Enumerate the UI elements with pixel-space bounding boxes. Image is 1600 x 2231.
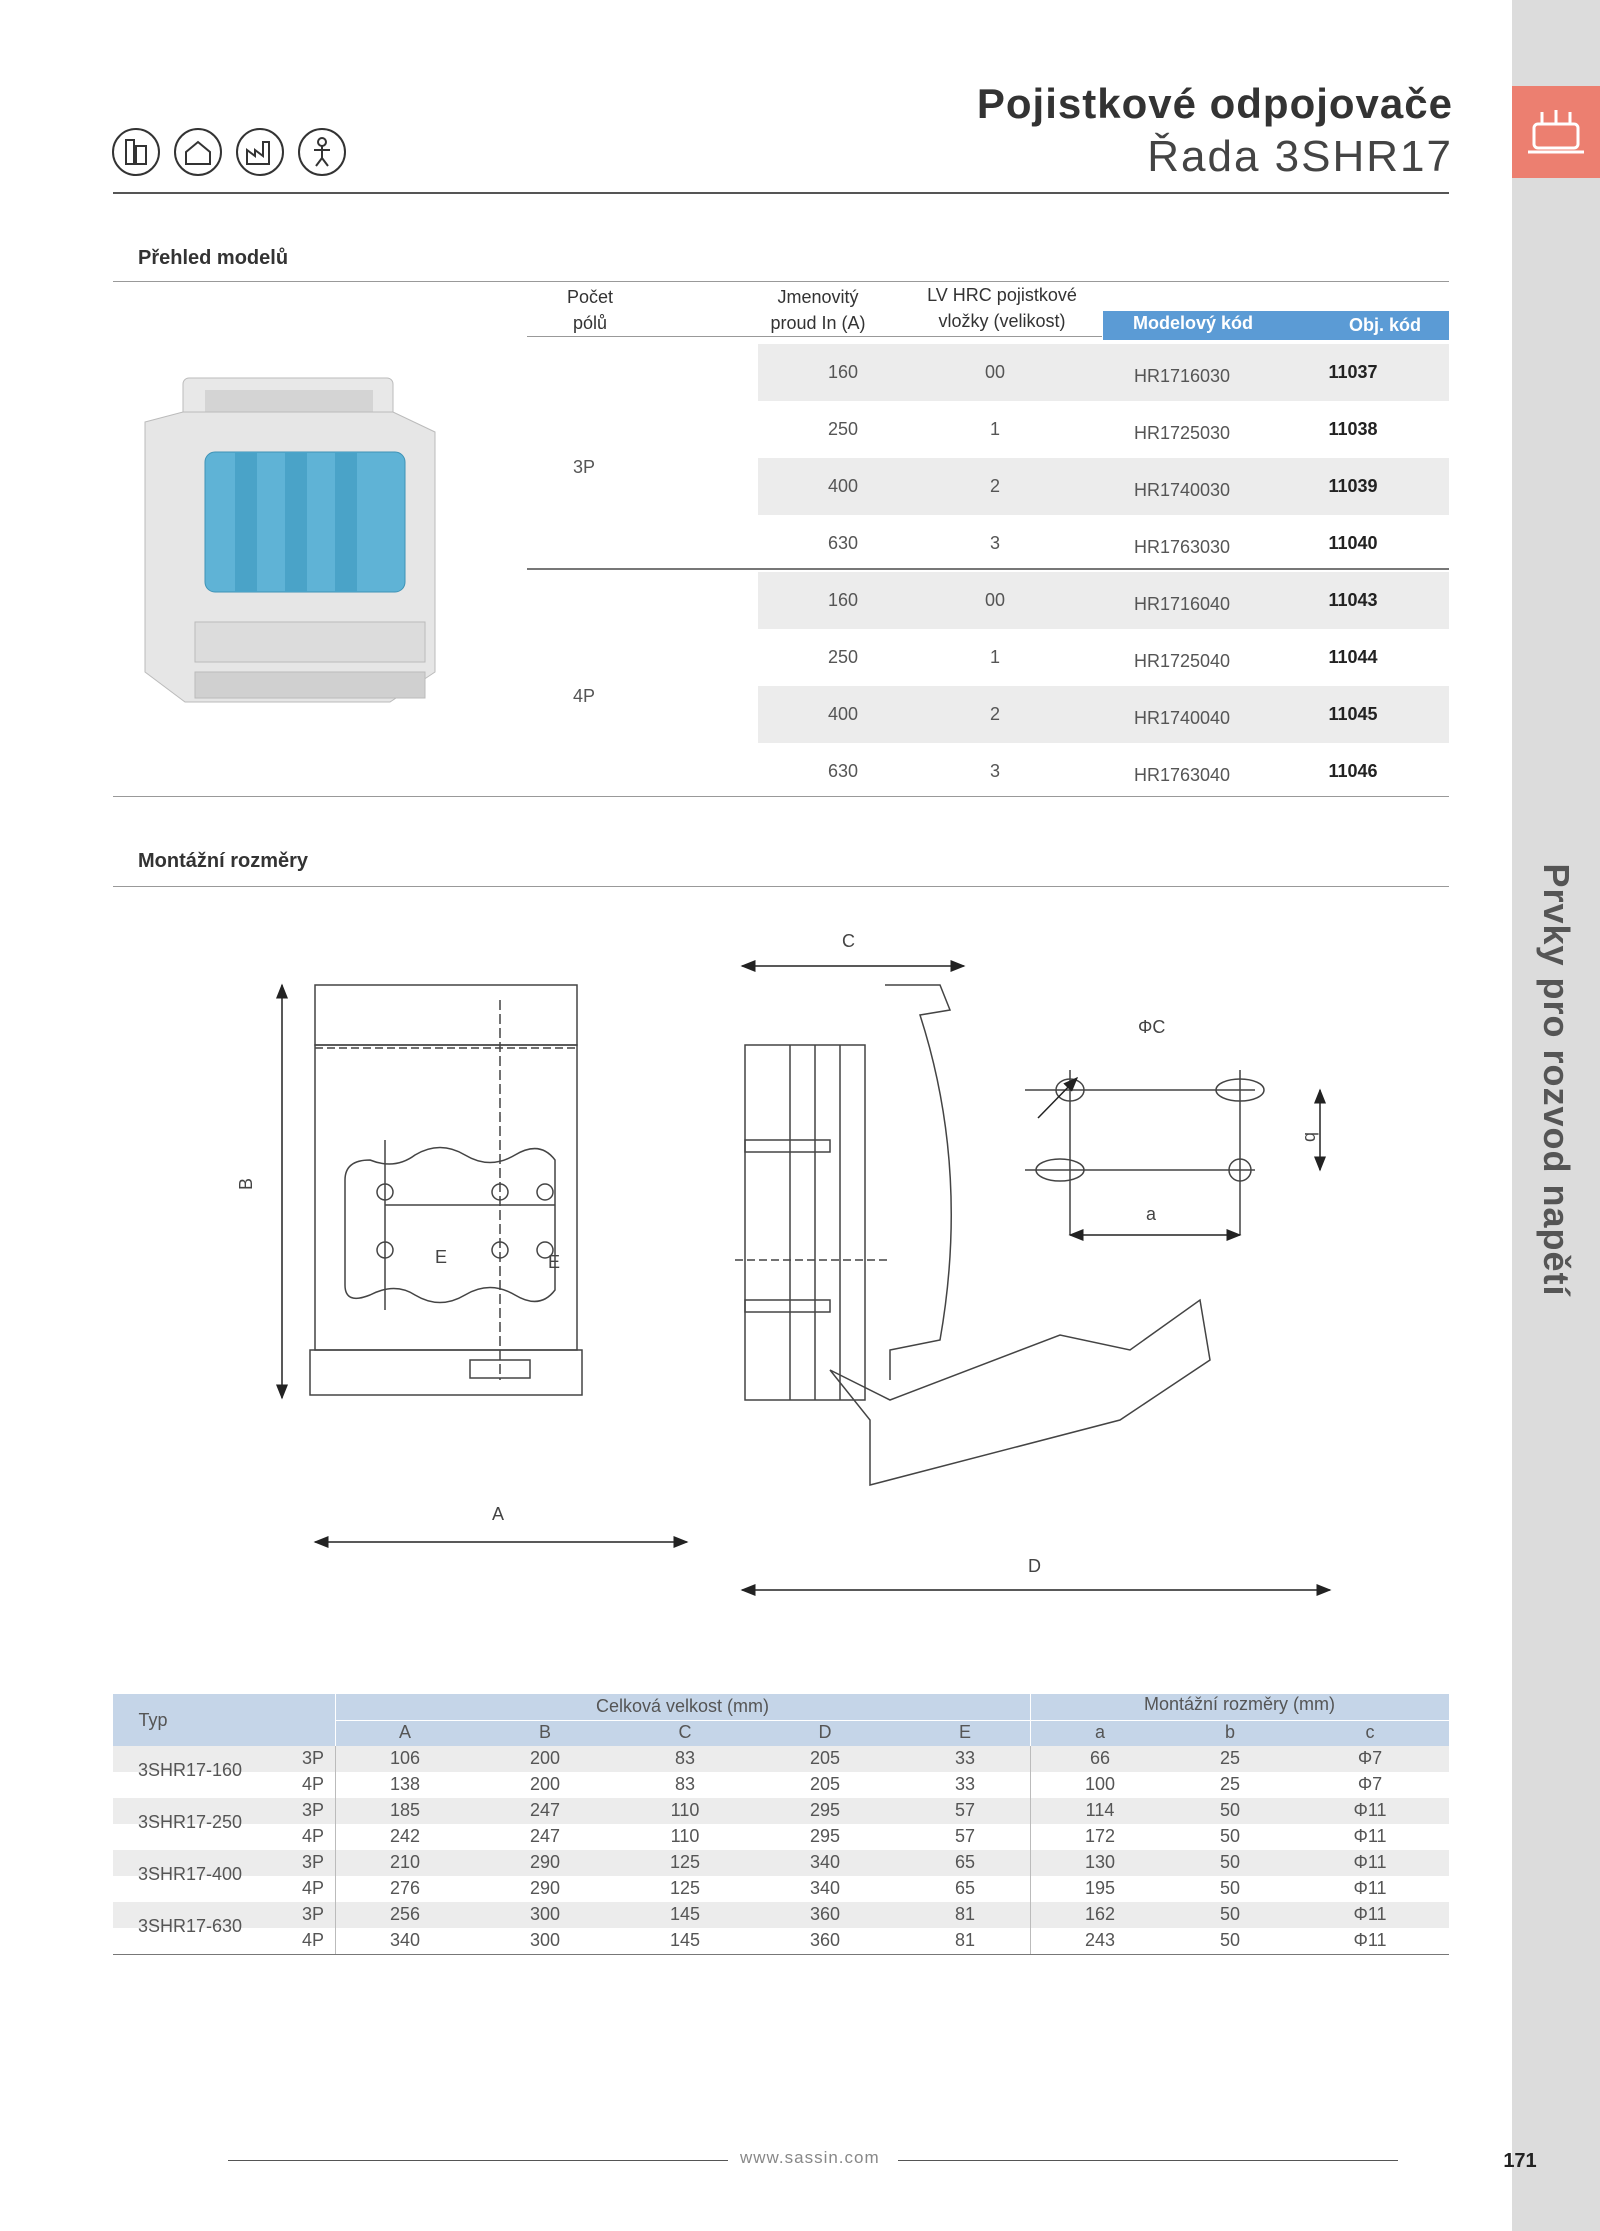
cell-model: HR1716030	[1133, 366, 1231, 386]
cell-value: Φ11	[1353, 1930, 1387, 1950]
cell-model: HR1763040	[1133, 765, 1231, 785]
cell-model: HR1740040	[1133, 708, 1231, 728]
cell-value: 340	[809, 1878, 841, 1898]
cell-value: 110	[670, 1826, 700, 1846]
cell-value: 81	[954, 1904, 976, 1924]
footer-rule-right	[898, 2160, 1398, 2161]
cell-value: 25	[1219, 1748, 1241, 1768]
cell-pole: 4P	[301, 1878, 325, 1898]
dims-typ-header: Typ	[138, 1710, 168, 1730]
mounting-drawing	[230, 920, 1360, 1620]
dim-label-e2: E	[548, 1252, 561, 1272]
mounting-rule	[113, 886, 1449, 887]
dims-col-header: B	[538, 1722, 551, 1742]
cell-value: Φ11	[1353, 1800, 1387, 1820]
cell-value: Φ11	[1353, 1826, 1387, 1846]
cell-value: 130	[1084, 1852, 1116, 1872]
dim-label-phi-c: ΦC	[1138, 1017, 1166, 1037]
side-section-icon	[1512, 86, 1600, 178]
cell-current: 160	[827, 590, 859, 610]
dim-label-a-spacing: a	[1146, 1204, 1157, 1224]
dims-group-overall: Celková velkost (mm)	[595, 1696, 770, 1716]
cell-value: 290	[529, 1878, 561, 1898]
cell-value: 125	[669, 1852, 701, 1872]
cell-pole: 3P	[301, 1904, 325, 1924]
cell-value: 242	[389, 1826, 421, 1846]
cell-value: Φ11	[1353, 1904, 1387, 1924]
table-row	[113, 1876, 1449, 1902]
cell-value: 200	[529, 1774, 561, 1794]
mounting-heading: Montážní rozměry	[138, 850, 309, 872]
cell-value: 145	[669, 1904, 701, 1924]
header-rule	[113, 192, 1449, 194]
cell-fuse: 1	[989, 647, 1000, 667]
dim-label-b-spacing: b	[1301, 1132, 1321, 1143]
cell-value: 205	[809, 1774, 841, 1794]
cell-value: 276	[389, 1878, 421, 1898]
table-row	[113, 1928, 1449, 1954]
group-divider	[527, 568, 1449, 570]
category-icons	[112, 128, 346, 176]
dims-col-header: a	[1094, 1722, 1105, 1742]
cell-fuse: 00	[984, 362, 1006, 382]
cell-fuse: 3	[989, 533, 1000, 553]
table-row	[758, 401, 1449, 458]
dims-col-header: b	[1224, 1722, 1235, 1742]
cell-order: 11044	[1328, 647, 1378, 667]
cell-value: 205	[809, 1748, 841, 1768]
cell-value: 243	[1084, 1930, 1116, 1950]
cell-value: 125	[669, 1878, 701, 1898]
cell-value: 81	[954, 1930, 976, 1950]
cell-order: 11039	[1328, 476, 1378, 496]
dim-label-a-width: A	[492, 1504, 505, 1524]
cell-value: 295	[809, 1826, 841, 1846]
cell-fuse: 3	[989, 761, 1000, 781]
cell-pole: 4P	[301, 1826, 325, 1846]
cell-current: 160	[827, 362, 859, 382]
cell-value: 57	[954, 1800, 976, 1820]
table-row	[758, 743, 1449, 800]
table-row	[758, 344, 1449, 401]
table-row	[758, 686, 1449, 743]
table-row	[113, 1772, 1449, 1798]
cell-value: 145	[669, 1930, 701, 1950]
cell-value: 295	[809, 1800, 841, 1820]
cell-current: 630	[827, 761, 859, 781]
cell-value: 106	[389, 1748, 421, 1768]
cell-value: 290	[529, 1852, 561, 1872]
cell-model: HR1725040	[1133, 651, 1231, 671]
col-current-header: Jmenovitý proud In (A)	[770, 287, 866, 333]
table-row	[113, 1798, 1449, 1832]
cell-value: Φ11	[1353, 1852, 1387, 1872]
cell-type: 3SHR17-400	[138, 1864, 243, 1884]
overview-heading: Přehled modelů	[138, 247, 289, 269]
col-fuse-header: LV HRC pojistkové vložky (velikost)	[927, 285, 1077, 331]
cell-value: 100	[1084, 1774, 1116, 1794]
house-icon	[174, 128, 222, 176]
cell-value: 50	[1219, 1826, 1241, 1846]
pole-group-4p: 4P	[573, 686, 596, 706]
cell-value: 50	[1219, 1800, 1241, 1820]
cell-value: 65	[954, 1878, 976, 1898]
cell-value: 195	[1084, 1878, 1116, 1898]
page-subtitle: Řada 3SHR17	[1147, 132, 1453, 181]
cell-model: HR1763030	[1133, 537, 1231, 557]
cell-value: 65	[954, 1852, 976, 1872]
cell-current: 400	[827, 704, 859, 724]
cell-model: HR1725030	[1133, 423, 1231, 443]
cell-value: Φ11	[1353, 1878, 1387, 1898]
dims-col-header: C	[678, 1722, 692, 1742]
cell-value: 340	[389, 1930, 421, 1950]
col-poles-header: Počet pólů	[566, 287, 614, 333]
cell-value: 340	[809, 1852, 841, 1872]
cell-current: 250	[827, 419, 859, 439]
dim-label-d-open-depth: D	[1028, 1556, 1041, 1576]
cell-current: 400	[827, 476, 859, 496]
footer-url[interactable]: www.sassin.com	[740, 2148, 880, 2167]
table-row	[758, 458, 1449, 515]
side-section-label: Prvky pro rozvod napětí	[1536, 863, 1577, 1297]
dim-label-b-height: B	[236, 1177, 256, 1190]
cell-value: 66	[1089, 1748, 1111, 1768]
cell-fuse: 00	[984, 590, 1006, 610]
cell-value: 360	[809, 1930, 841, 1950]
cell-value: 200	[529, 1748, 561, 1768]
cell-value: 50	[1219, 1904, 1241, 1924]
cell-value: Φ7	[1357, 1774, 1383, 1794]
cell-value: 247	[529, 1800, 561, 1820]
factory-icon	[236, 128, 284, 176]
cell-order: 11037	[1328, 362, 1378, 382]
cell-order: 11045	[1328, 704, 1378, 724]
cell-type: 3SHR17-630	[138, 1916, 243, 1936]
page-title: Pojistkové odpojovače	[976, 80, 1453, 127]
cell-order: 11046	[1328, 761, 1378, 781]
product-photo	[135, 372, 475, 752]
overview-rule	[113, 281, 1449, 282]
cell-pole: 4P	[301, 1930, 325, 1950]
cell-order: 11038	[1328, 419, 1378, 439]
cell-fuse: 1	[989, 419, 1000, 439]
cell-current: 250	[827, 647, 859, 667]
cell-value: Φ7	[1357, 1748, 1383, 1768]
footer-rule-left	[228, 2160, 728, 2161]
cell-current: 630	[827, 533, 859, 553]
cell-value: 33	[954, 1748, 976, 1768]
cell-order: 11043	[1328, 590, 1378, 610]
col-model-header: Modelový kód	[1132, 313, 1253, 333]
distribution-icon	[1512, 86, 1600, 178]
cell-value: 210	[389, 1852, 421, 1872]
cell-value: 114	[1085, 1800, 1115, 1820]
cell-value: 83	[674, 1748, 696, 1768]
table-row	[113, 1746, 1449, 1780]
table-row	[113, 1850, 1449, 1884]
cell-value: 162	[1084, 1904, 1116, 1924]
table-row	[113, 1824, 1449, 1850]
page-number: 171	[1503, 2150, 1537, 2172]
table-row	[758, 572, 1449, 629]
cell-value: 172	[1084, 1826, 1116, 1846]
pole-group-3p: 3P	[573, 457, 596, 477]
dims-bottom-rule	[113, 1954, 1449, 1955]
cell-value: 83	[674, 1774, 696, 1794]
cell-pole: 3P	[301, 1852, 325, 1872]
cell-type: 3SHR17-250	[138, 1812, 243, 1832]
cell-value: 256	[389, 1904, 421, 1924]
dim-label-c-depth: C	[842, 931, 855, 951]
cell-value: 300	[529, 1930, 561, 1950]
cell-value: 50	[1219, 1930, 1241, 1950]
dims-col-header: c	[1365, 1722, 1375, 1742]
table-row	[758, 515, 1449, 572]
cell-value: 138	[389, 1774, 421, 1794]
dim-label-e1: E	[435, 1247, 448, 1267]
dims-group-mounting: Montážní rozměry (mm)	[1143, 1694, 1336, 1714]
cell-model: HR1716040	[1133, 594, 1231, 614]
cell-value: 57	[954, 1826, 976, 1846]
cell-value: 33	[954, 1774, 976, 1794]
cell-fuse: 2	[989, 704, 1000, 724]
cell-pole: 4P	[301, 1774, 325, 1794]
cell-value: 50	[1219, 1852, 1241, 1872]
cell-value: 360	[809, 1904, 841, 1924]
table-row	[113, 1902, 1449, 1936]
header-under-rule	[527, 336, 1102, 337]
dims-col-header: E	[958, 1722, 971, 1742]
person-icon	[298, 128, 346, 176]
table-row	[758, 629, 1449, 686]
cell-model: HR1740030	[1133, 480, 1231, 500]
building-icon	[112, 128, 160, 176]
cell-value: 25	[1219, 1774, 1241, 1794]
cell-pole: 3P	[301, 1748, 325, 1768]
cell-value: 50	[1219, 1878, 1241, 1898]
cell-type: 3SHR17-160	[138, 1760, 243, 1780]
cell-pole: 3P	[301, 1800, 325, 1820]
dims-col-header: D	[818, 1722, 832, 1742]
col-order-header: Obj. kód	[1349, 315, 1421, 335]
cell-value: 300	[529, 1904, 561, 1924]
cell-value: 110	[670, 1800, 700, 1820]
cell-value: 185	[389, 1800, 421, 1820]
overview-bottom-rule	[113, 796, 1449, 797]
cell-order: 11040	[1328, 533, 1378, 553]
dims-col-header: A	[398, 1722, 411, 1742]
cell-value: 247	[529, 1826, 561, 1846]
cell-fuse: 2	[989, 476, 1000, 496]
